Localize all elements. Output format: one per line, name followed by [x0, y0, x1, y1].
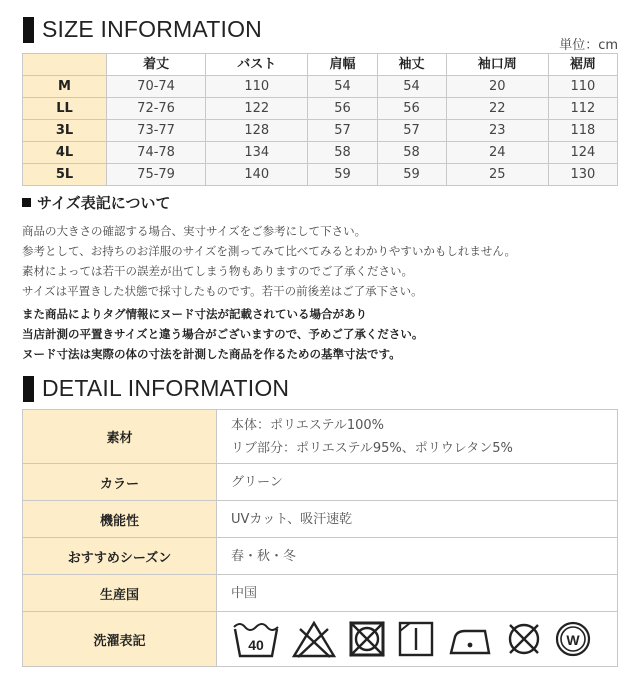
table-cell: 72-76 [107, 98, 206, 120]
table-cell: 130 [548, 164, 617, 186]
size-label: 3L [23, 120, 107, 142]
table-cell: 75-79 [107, 164, 206, 186]
table-cell: 59 [308, 164, 377, 186]
line-dry-icon [396, 619, 436, 659]
column-header: 肩幅 [308, 54, 377, 76]
detail-value [217, 410, 618, 464]
size-section-header [23, 16, 262, 43]
table-cell: 118 [548, 120, 617, 142]
table-cell: 112 [548, 98, 617, 120]
iron-low-icon [445, 619, 495, 659]
detail-label: 洗濯表記 [23, 612, 217, 667]
table-cell: 110 [206, 76, 308, 98]
table-cell: 134 [206, 142, 308, 164]
size-notes-heading [22, 192, 171, 213]
detail-value: グリーン [217, 464, 618, 501]
size-notes-bold [22, 304, 423, 364]
detail-label: 機能性 [23, 501, 217, 538]
detail-value: 中国 [217, 575, 618, 612]
note-line: 商品の大きさの確認する場合、実寸サイズをご参考にして下さい。 [22, 224, 367, 238]
table-row [23, 98, 618, 120]
table-cell: 54 [377, 76, 446, 98]
table-row [23, 120, 618, 142]
table-row [23, 164, 618, 186]
table-cell: 22 [446, 98, 548, 120]
column-header: 着丈 [107, 54, 206, 76]
detail-row-color [23, 464, 618, 501]
size-notes-title: サイズ表記について [37, 194, 171, 212]
table-cell: 73-77 [107, 120, 206, 142]
detail-row-care [23, 612, 618, 667]
note-line-bold: ヌード寸法は実際の体の寸法を計測した商品を作るための基準寸法です。 [22, 347, 401, 361]
size-section-title: SIZE INFORMATION [42, 16, 262, 42]
detail-label: カラー [23, 464, 217, 501]
table-row [23, 76, 618, 98]
detail-row-material [23, 410, 618, 464]
detail-section-title: DETAIL INFORMATION [42, 375, 290, 401]
table-cell: 59 [377, 164, 446, 186]
size-label: 5L [23, 164, 107, 186]
detail-value: UVカット、吸汗速乾 [217, 501, 618, 538]
detail-label: 生産国 [23, 575, 217, 612]
detail-table [22, 409, 618, 667]
note-line: 参考として、お持ちのお洋服のサイズを測ってみて比べてみるとわかりやすいかもしれません。 [22, 244, 517, 258]
no-bleach-icon [290, 619, 338, 659]
size-label: M [23, 76, 107, 98]
bullet-square [22, 198, 31, 207]
care-icons-cell [217, 612, 618, 667]
wash-40-icon [231, 619, 281, 659]
column-header: バスト [206, 54, 308, 76]
detail-row-function [23, 501, 618, 538]
column-header: 裾周 [548, 54, 617, 76]
detail-label: おすすめシーズン [23, 538, 217, 575]
wet-clean-icon [553, 619, 593, 659]
detail-label: 素材 [23, 410, 217, 464]
detail-row-country [23, 575, 618, 612]
size-table-corner [23, 54, 107, 76]
detail-section-header [23, 375, 289, 402]
table-cell: 56 [308, 98, 377, 120]
table-cell: 54 [308, 76, 377, 98]
detail-value: 春・秋・冬 [217, 538, 618, 575]
table-cell: 110 [548, 76, 617, 98]
size-table-header-row [23, 54, 618, 76]
size-label: LL [23, 98, 107, 120]
table-cell: 58 [308, 142, 377, 164]
section-marker [23, 17, 34, 43]
table-cell: 74-78 [107, 142, 206, 164]
note-line: 素材によっては若干の誤差が出てしまう物もありますのでご了承ください。 [22, 264, 413, 278]
detail-value-line: リブ部分：ポリエステル95%、ポリウレタン5% [231, 440, 513, 456]
column-header: 袖口周 [446, 54, 548, 76]
detail-row-season [23, 538, 618, 575]
unit-label: 単位：cm [559, 38, 618, 53]
table-cell: 57 [308, 120, 377, 142]
section-marker [23, 376, 34, 402]
note-line-bold: また商品によりタグ情報にヌード寸法が記載されている場合があり [22, 307, 367, 321]
table-cell: 70-74 [107, 76, 206, 98]
table-cell: 56 [377, 98, 446, 120]
table-cell: 24 [446, 142, 548, 164]
care-icons [231, 619, 617, 659]
table-cell: 57 [377, 120, 446, 142]
size-table [22, 53, 618, 186]
column-header: 袖丈 [377, 54, 446, 76]
table-cell: 23 [446, 120, 548, 142]
table-cell: 140 [206, 164, 308, 186]
table-cell: 122 [206, 98, 308, 120]
wash-temperature: 40 [248, 637, 264, 653]
table-cell: 20 [446, 76, 548, 98]
wet-clean-letter: W [566, 632, 580, 648]
table-cell: 25 [446, 164, 548, 186]
detail-value-line: 本体：ポリエステル100% [231, 417, 384, 433]
table-row [23, 142, 618, 164]
table-cell: 128 [206, 120, 308, 142]
note-line-bold: 当店計測の平置きサイズと違う場合がございますので、予めご了承ください。 [22, 327, 424, 341]
no-dry-clean-icon [504, 619, 544, 659]
size-notes [22, 221, 516, 301]
no-tumble-dry-icon [347, 619, 387, 659]
table-cell: 124 [548, 142, 617, 164]
note-line: サイズは平置きした状態で採寸したものです。若干の前後差はご了承下さい。 [22, 284, 423, 298]
size-label: 4L [23, 142, 107, 164]
table-cell: 58 [377, 142, 446, 164]
